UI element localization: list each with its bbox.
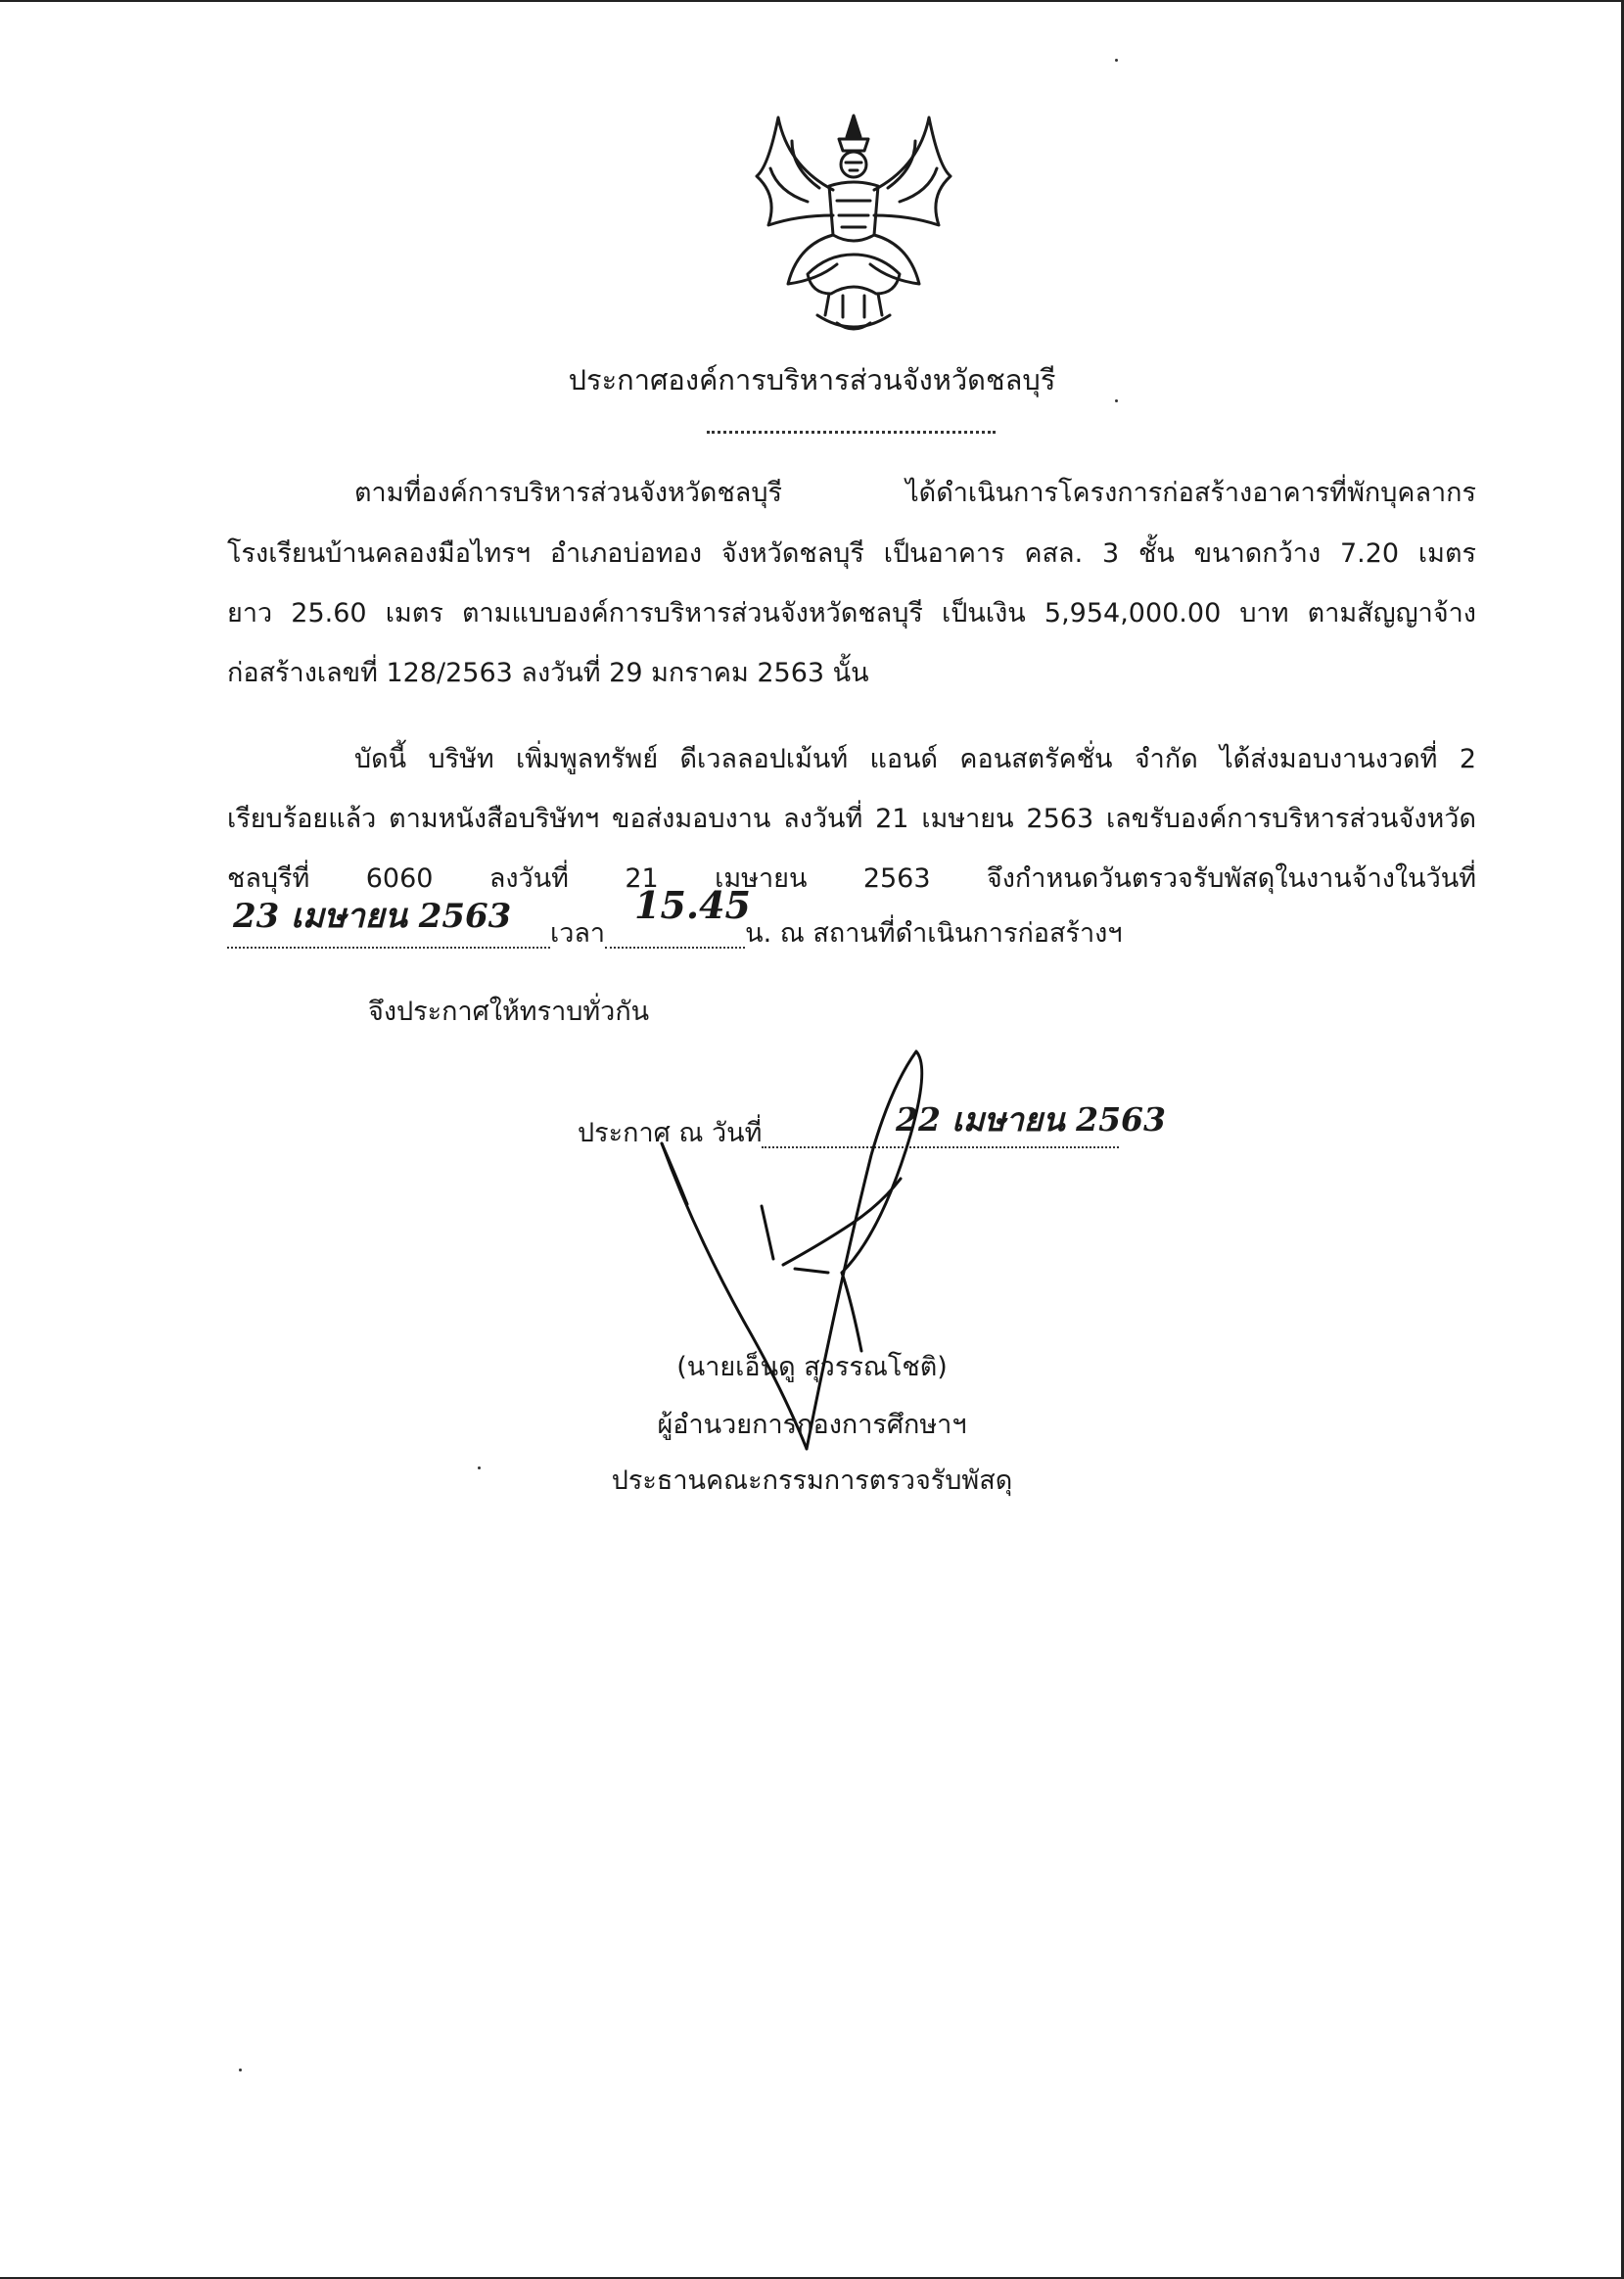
paragraph1-line1: ตามที่องค์การบริหารส่วนจังหวัดชลบุรี ได้ดำเนินการโครงการก่อสร้างอาคารที่พักบุคลากร: [354, 478, 1476, 508]
handwritten-inspection-time: 15.45: [634, 883, 751, 927]
announce-date-label: ประกาศ ณ วันที่: [578, 1118, 763, 1148]
handwritten-announce-date: 22 เมษายน 2563: [896, 1100, 1166, 1139]
scan-speck: [1115, 399, 1118, 402]
paragraph1-line2: โรงเรียนบ้านคลองมือไทรฯ อำเภอบ่อทอง จังหวัดชลบุรี เป็นอาคาร คสล. 3 ชั้น ขนาดกว้าง 7.20 เมตร: [227, 538, 1476, 569]
paragraph1-line3: ยาว 25.60 เมตร ตามแบบองค์การบริหารส่วนจังหวัดชลบุรี เป็นเงิน 5,954,000.00 บาท ตามสัญญาจ้าง: [227, 598, 1476, 628]
page-border-top: [0, 0, 1624, 2]
scan-speck: [239, 2069, 242, 2071]
handwritten-inspection-date: 23 เมษายน 2563: [233, 897, 512, 936]
signatory-role: ประธานคณะกรรมการตรวจรับพัสดุ: [611, 1465, 1013, 1496]
paragraph2-line3: ชลบุรีที่ 6060 ลงวันที่ 21 เมษายน 2563 จึงกำหนดวันตรวจรับพัสดุในงานจ้างในวันที่: [227, 863, 1476, 894]
signatory-position: ผู้อำนวยการกองการศึกษาฯ: [657, 1410, 967, 1440]
page-title: ประกาศองค์การบริหารส่วนจังหวัดชลบุรี: [568, 363, 1056, 396]
scan-speck: [1115, 59, 1118, 62]
signatory-name: (นายเอ็นดู สุวรรณโชติ): [676, 1352, 948, 1382]
closing-text: จึงประกาศให้ทราบทั่วกัน: [368, 997, 650, 1027]
time-label: เวลา: [550, 918, 606, 949]
paragraph2-line4-tail: น. ณ สถานที่ดำเนินการก่อสร้างฯ: [745, 918, 1123, 949]
paragraph1-line4: ก่อสร้างเลขที่ 128/2563 ลงวันที่ 29 มกราคม 2563 นั้น: [227, 658, 869, 688]
paragraph2-line1: บัดนี้ บริษัท เพิ่มพูลทรัพย์ ดีเวลลอปเม้นท์ แอนด์ คอนสตรัคชั่น จำกัด ได้ส่งมอบงานงวดที่ 2: [354, 744, 1476, 774]
scan-speck: [478, 1466, 481, 1469]
paragraph2-line2: เรียบร้อยแล้ว ตามหนังสือบริษัทฯ ขอส่งมอบงาน ลงวันที่ 21 เมษายน 2563 เลขรับองค์การบริหารส่วนจังหวัด: [227, 804, 1476, 834]
garuda-emblem-icon: [749, 108, 959, 343]
title-divider: [707, 431, 996, 434]
